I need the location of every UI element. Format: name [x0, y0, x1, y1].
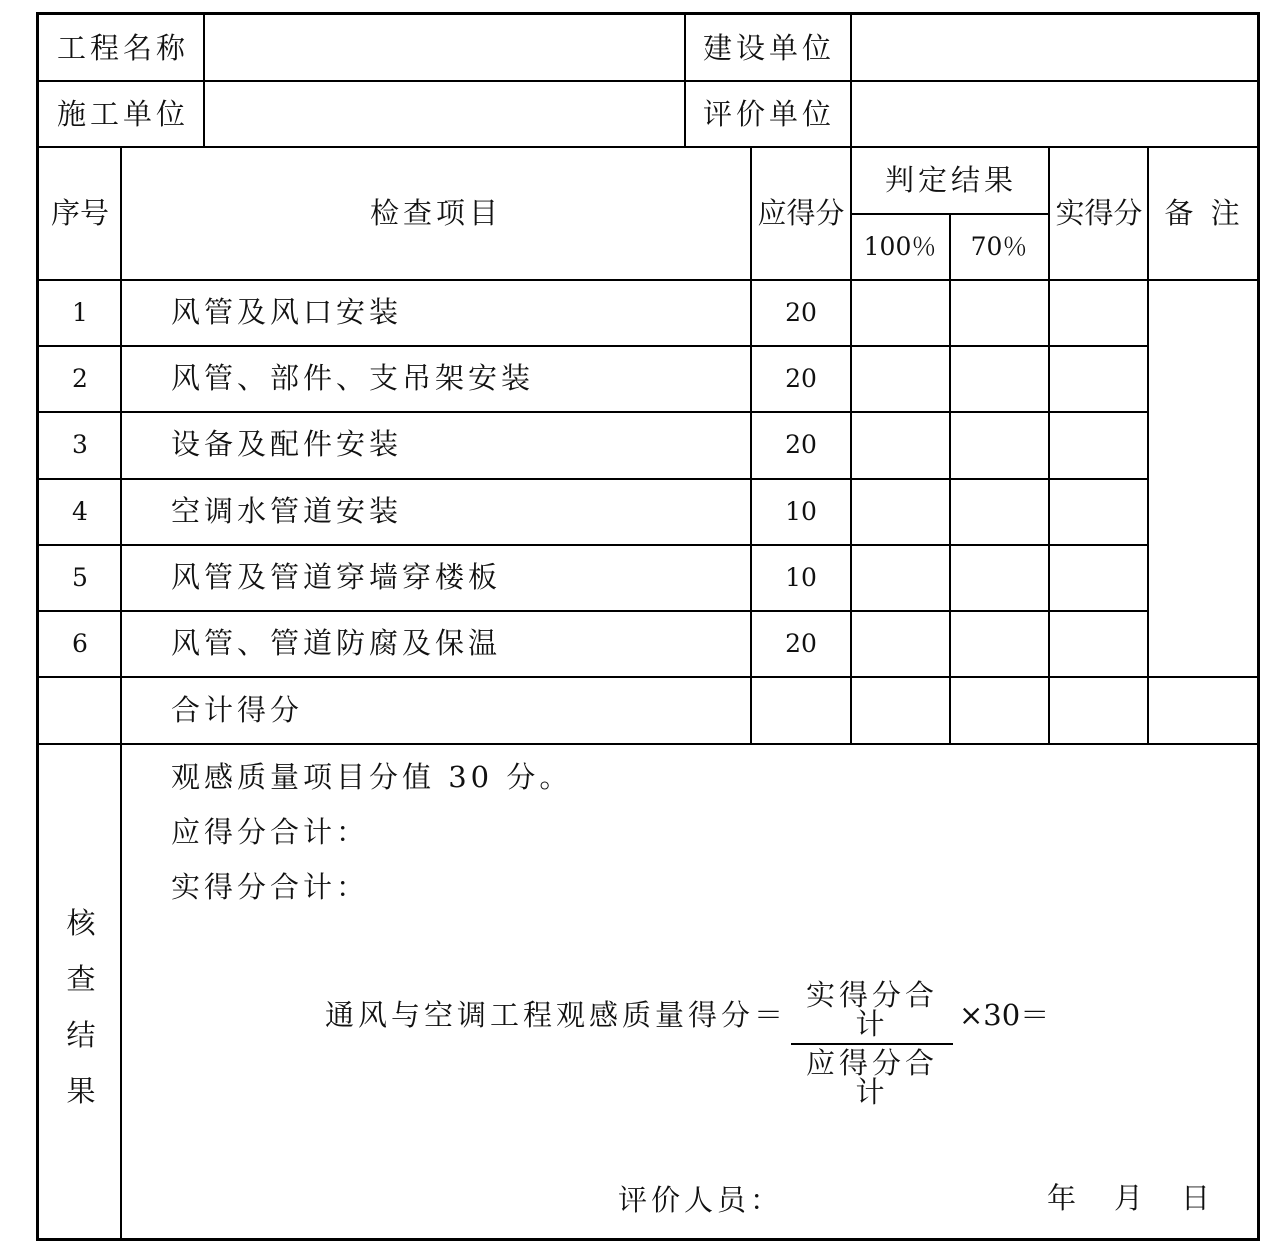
rule-columns-bottom [39, 279, 1257, 281]
rule-v-due [850, 146, 852, 745]
result-label-char: 查 [66, 962, 96, 996]
evaluation-form [36, 12, 1260, 1241]
rule-v-item [750, 146, 752, 745]
row-index: 3 [72, 430, 88, 459]
col-judgement: 判定结果 [884, 163, 1018, 197]
result-label [61, 895, 101, 1119]
evaluator-label: 评价人员： [618, 1183, 784, 1217]
rule-v-h2 [684, 15, 686, 148]
row-index: 2 [72, 364, 88, 393]
row-score: 10 [785, 497, 817, 526]
col-pct-70: 70％ [970, 232, 1028, 261]
rule-row-2 [39, 411, 1149, 413]
result-line-due-total: 应得分合计： [171, 815, 370, 849]
rule-total [39, 743, 1257, 745]
fraction-bar [791, 1043, 953, 1045]
total-label: 合计得分 [171, 693, 304, 727]
formula-prefix: 通风与空调工程观感质量得分＝ [325, 998, 788, 1032]
rule-header-1 [39, 80, 1257, 82]
col-pct-100: 100％ [863, 232, 937, 261]
row-score: 20 [785, 298, 817, 327]
formula-numerator: 实得分合计 [805, 978, 938, 1041]
rule-row-1 [39, 345, 1149, 347]
row-index: 5 [72, 563, 88, 592]
row-item: 风管、管道防腐及保温 [171, 626, 502, 660]
row-item: 风管、部件、支吊架安装 [171, 361, 535, 395]
rule-row-4 [39, 544, 1149, 546]
formula-suffix: ×30＝ [959, 998, 1050, 1032]
rule-row-3 [39, 478, 1149, 480]
col-index: 序号 [50, 196, 110, 230]
rule-v-h3 [850, 15, 852, 148]
rule-v-pct [949, 213, 951, 745]
evaluator-unit-label: 评价单位 [703, 97, 836, 131]
row-score: 20 [785, 364, 817, 393]
row-score: 20 [785, 629, 817, 658]
col-due-score: 应得分 [757, 196, 845, 230]
rule-v-h1 [203, 15, 205, 148]
date-month: 月 [1114, 1181, 1144, 1215]
result-line-value: 观感质量项目分值 30 分。 [171, 760, 573, 794]
construction-label: 施工单位 [57, 97, 190, 131]
row-item: 风管及管道穿墙穿楼板 [171, 560, 502, 594]
col-item: 检查项目 [369, 196, 503, 230]
row-index: 6 [72, 629, 88, 658]
row-item: 风管及风口安装 [171, 295, 403, 329]
result-label-char: 果 [66, 1074, 96, 1108]
row-item: 空调水管道安装 [171, 494, 403, 528]
rule-header-2 [39, 146, 1257, 148]
result-label-char: 结 [66, 1018, 96, 1052]
formula-fraction [791, 978, 953, 1109]
rule-row-6 [39, 676, 1257, 678]
col-actual-score: 实得分 [1055, 196, 1143, 230]
result-line-actual-total: 实得分合计： [171, 870, 370, 904]
formula-denominator: 应得分合计 [805, 1046, 938, 1109]
date-year: 年 [1047, 1181, 1077, 1215]
rule-v-judge [1048, 146, 1050, 745]
builder-label: 建设单位 [703, 31, 836, 65]
row-score: 10 [785, 563, 817, 592]
row-item: 设备及配件安装 [171, 427, 403, 461]
rule-v-index [120, 146, 122, 1241]
row-score: 20 [785, 430, 817, 459]
rule-v-actual [1147, 146, 1149, 745]
result-label-char: 核 [66, 906, 96, 940]
rule-row-5 [39, 610, 1149, 612]
project-name-label: 工程名称 [57, 31, 190, 65]
row-index: 1 [72, 298, 88, 327]
col-remark: 备 注 [1164, 196, 1244, 230]
row-index: 4 [72, 497, 88, 526]
date-day: 日 [1181, 1181, 1211, 1215]
